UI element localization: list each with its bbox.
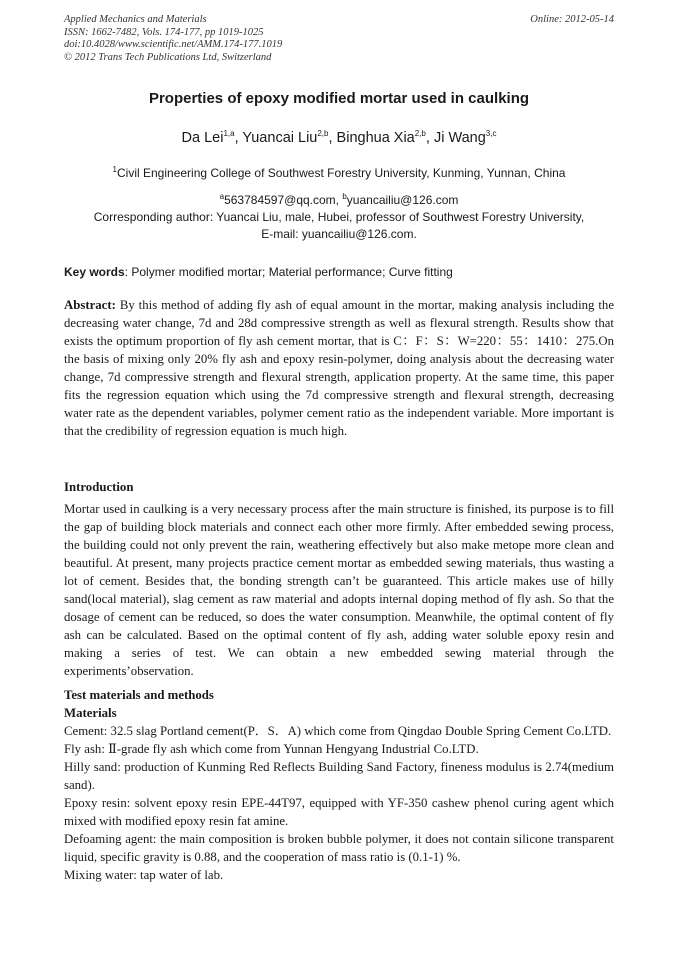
material-item: Hilly sand: production of Kunming Red Reflects Building Sand Factory, fineness modulus is 2.74(medium sand). [64, 760, 614, 792]
paper-title: Properties of epoxy modified mortar used in caulking [148, 90, 530, 107]
author-name: Yuancai Liu [242, 130, 318, 146]
author-list [0, 130, 678, 146]
affiliation-superscript: 1 [112, 165, 117, 174]
material-item: Defoaming agent: the main composition is broken bubble polymer, it does not contain silicone transparent liquid, specific gravity is 0.88, and the cooperation of mass ratio is (0.1-1) %. [64, 832, 614, 864]
email-address: yuancailiu@126.com [346, 193, 459, 207]
materials-heading: Materials [64, 706, 117, 720]
issn-line: ISSN: 1662-7482, Vols. 174-177, pp 1019-1025 [64, 26, 264, 38]
introduction-heading: Introduction [64, 480, 134, 494]
email-address: 563784597@qq.com, [224, 193, 343, 207]
email-superscript: b [342, 192, 347, 201]
material-item: Epoxy resin: solvent epoxy resin EPE-44T97, equipped with YF-350 cashew phenol curing agent which mixed with modified epoxy resin fat amine. [64, 796, 614, 828]
author-name: Ji Wang [433, 130, 486, 146]
abstract-label: Abstract: [64, 298, 116, 312]
author-superscript: 3,c [485, 129, 497, 139]
author-superscript: 1,a [223, 129, 235, 139]
affiliation-text: Civil Engineering College of Southwest Forestry University, Kunming, Yunnan, China [117, 166, 566, 180]
material-item: Fly ash: Ⅱ-grade fly ash which come from Yunnan Hengyang Industrial Co.LTD. [64, 742, 479, 756]
affiliation [0, 166, 678, 180]
online-date: Online: 2012-05-14 [530, 14, 614, 25]
author-superscript: 2,b [317, 129, 329, 139]
material-item: Mixing water: tap water of lab. [64, 868, 224, 882]
materials-list [64, 722, 614, 884]
introduction-text: Mortar used in caulking is a very necessary process after the main structure is finished, its purpose is to fill the gap of building block materials and connect each other more firmly. After embedded sewing process, the building could not only prevent the rain, weathering effectively but also make metope more clean and beautiful. At present, many projects practice cement mortar as embedded sewing materials, thus wasting a lot of cement. Besides that, the bonding strength can’t be guaranteed. This article makes use of hilly sand(local material), slag cement as raw material and adopts internal doping method of fly ash. So that the dosage of cement can be reduced, so does the water consumption. Meanwhile, the optimal content of fly ash can be calculated. Based on the optimal content of fly ash, adding water soluble epoxy resin and making a series of test. We can obtain a new embedded sewing material through the experiments’observation. [64, 502, 614, 678]
author-name: Binghua Xia [336, 130, 415, 146]
material-item: Cement: 32.5 slag Portland cement(P．S．A) which come from Qingdao Double Spring Cement Co.LTD. [64, 724, 612, 738]
email-line [0, 192, 678, 209]
copyright-line: © 2012 Trans Tech Publications Ltd, Switzerland [64, 51, 272, 63]
test-methods-heading: Test materials and methods [64, 688, 214, 702]
corresponding-email: E-mail: yuancailiu@126.com. [261, 227, 417, 241]
author-separator: , [425, 130, 434, 146]
keywords [64, 265, 614, 279]
doi-line: doi:10.4028/www.scientific.net/AMM.174-177.1019 [64, 39, 283, 50]
corresponding-author: Corresponding author: Yuancai Liu, male, Hubei, professor of Southwest Forestry University, [93, 210, 585, 224]
author-separator: , [234, 130, 243, 146]
author-superscript: 2,b [414, 129, 426, 139]
author-separator: , [328, 130, 337, 146]
author-name: Da Lei [181, 130, 224, 146]
contact-block [0, 192, 678, 243]
abstract [64, 296, 614, 440]
email-superscript: a [219, 192, 225, 201]
keywords-text: : Polymer modified mortar; Material performance; Curve fitting [124, 265, 453, 279]
journal-name: Applied Mechanics and Materials [64, 14, 207, 25]
journal-header [64, 14, 614, 64]
keywords-label: Key words [64, 265, 125, 279]
abstract-text: By this method of adding fly ash of equal amount in the mortar, making analysis including the decreasing water change, 7d and 28d compressive strength as well as flexural strength. Results show that exists the optimum proportion of fly ash cement mortar, that is C：F：S：W=220：55：1410：275.On the basis of mixing only 20% fly ash and epoxy resin-polymer, doing analysis about the decreasing water change, 7d compressive strength and flexural strength, application property. At the same time, this paper fits the regression equation which using the 7d compressive strength and flexural strength, decreasing water rate as the dependent variables, polymer cement ratio as the independent variable. More important is that the credibility of regression equation is much high. [64, 298, 614, 438]
